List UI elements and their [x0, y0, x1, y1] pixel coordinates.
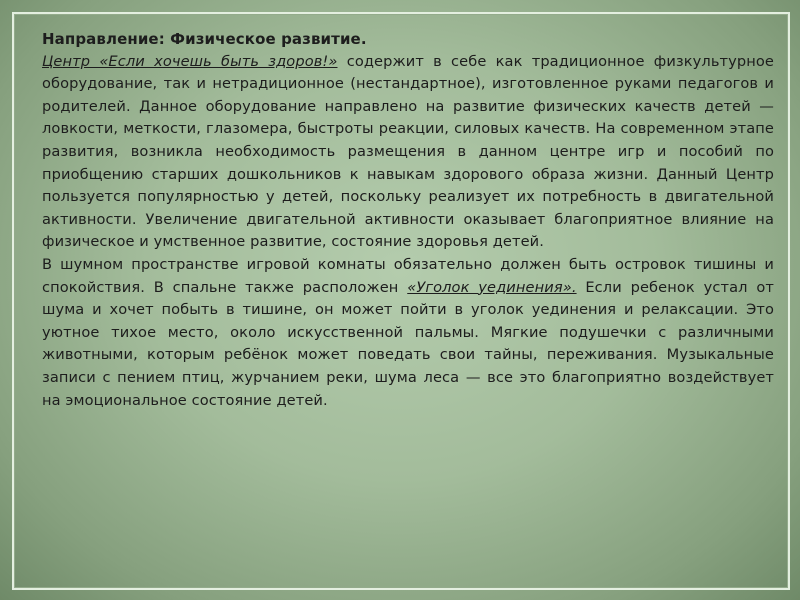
section-heading: Направление: Физическое развитие.	[42, 30, 367, 48]
health-center-link[interactable]: Центр «Если хочешь быть здоров!»	[42, 52, 338, 70]
paragraph-quiet-corner-intro: В шумном пространстве игровой комнаты обязательно должен быть островок тишины и спокойствия. В спальне также расположен	[42, 255, 774, 296]
paragraph-physical-center	[42, 51, 774, 254]
paragraph-quiet-corner	[42, 254, 774, 412]
quiet-corner-link[interactable]: «Уголок уединения».	[407, 278, 577, 296]
slide-text-content	[42, 28, 774, 412]
paragraph-physical-center-text: содержит в себе как традиционное физкультурное оборудование, так и нетрадиционное (нестандартное), изготовленное руками педагогов и родителей. Данное оборудование направлено на развитие физических качеств детей — ловкости, меткости, глазомера, быстроты реакции, силовых качеств. На современном этапе развития, возникла необходимость размещения в данном центре игр и пособий по приобщению старших дошкольников к навыкам здорового образа жизни. Данный Центр пользуется популярностью у детей, поскольку реализует их потребность в двигательной активности. Увеличение двигательной активности оказывает благоприятное влияние на физическое и умственное развитие, состояние здоровья детей.	[42, 52, 774, 251]
paragraph-quiet-corner-text: Если ребенок устал от шума и хочет побыть в тишине, он может пойти в уголок уединения и релаксации. Это уютное тихое место, около искусственной пальмы. Мягкие подушечки с различными животными, которым ребёнок может поведать свои тайны, переживания. Музыкальные записи с пением птиц, журчанием реки, шума леса — все это благоприятно воздействует на эмоциональное состояние детей.	[42, 278, 774, 409]
